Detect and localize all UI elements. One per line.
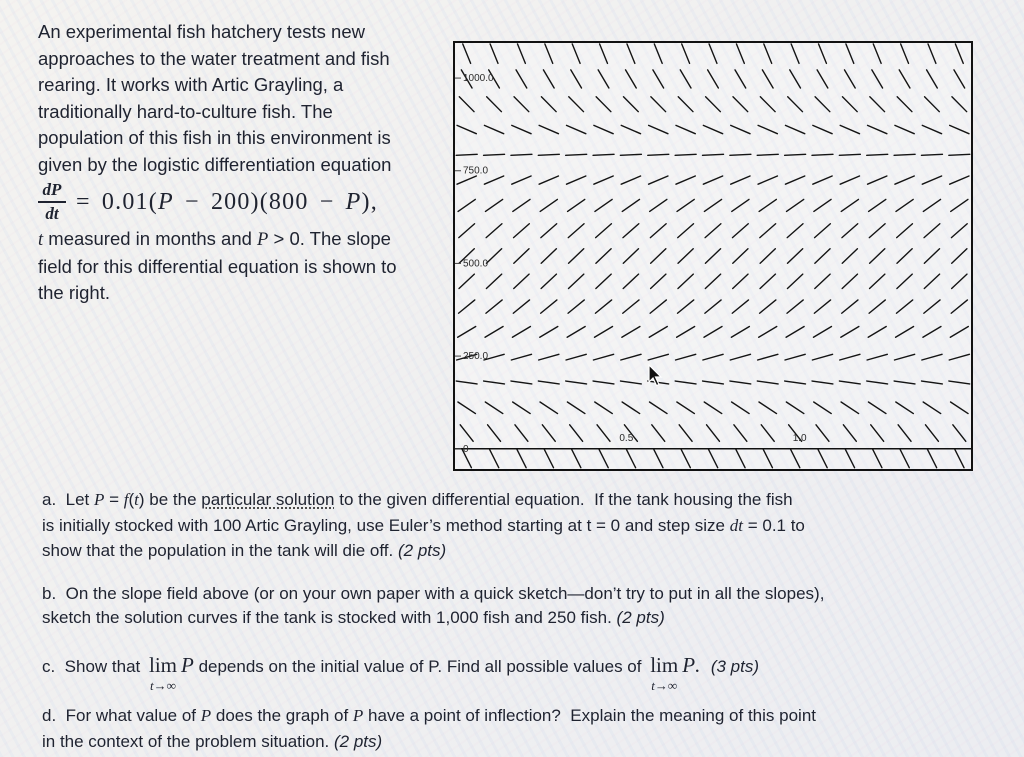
question-a	[42, 487, 805, 564]
question-line	[42, 582, 824, 606]
equation-part: ),	[361, 188, 378, 215]
question-text: is initially stocked with 100 Artic Grayling, use Euler’s method starting at t = 0 and step size	[42, 515, 730, 535]
intro-text: given by the logistic differentiation equation	[38, 153, 392, 175]
question-d	[42, 703, 816, 755]
intro-text: An experimental fish hatchery tests new	[38, 21, 365, 42]
intro-text: rearing. It works with Artic Grayling, a	[38, 74, 344, 95]
variable-p: P	[181, 653, 194, 677]
equation-right-side	[76, 189, 378, 216]
question-line	[42, 513, 805, 539]
limit-subscript: t→∞	[150, 677, 176, 693]
fraction-numerator: dP	[42, 180, 62, 200]
step-size-dt: dt	[729, 515, 743, 535]
y-tick-label: 250.0	[463, 351, 489, 363]
variable-t: t	[134, 490, 139, 509]
limit-text: lim	[650, 653, 679, 677]
slope-segment	[730, 154, 751, 155]
intro-text: traditionally hard-to-culture fish. The	[38, 100, 333, 122]
question-text: depends on the initial value of P. Find all possible values of	[193, 657, 647, 676]
fraction-bar	[38, 201, 66, 203]
question-text: = 0.1 to	[742, 515, 805, 535]
question-text: sketch the solution curves if the tank is stocked with 1,000 fish and 250 fish.	[42, 608, 617, 627]
intro-line	[38, 99, 397, 126]
intro-line	[38, 125, 397, 152]
intro-text: field for this differential equation is shown to	[38, 255, 397, 277]
y-tick-label: 0	[463, 443, 469, 455]
question-b	[42, 582, 824, 630]
slope-segment	[867, 154, 888, 155]
slope-segment	[757, 154, 778, 155]
slope-segment	[593, 154, 614, 155]
slope-segment	[812, 154, 833, 155]
points-label: (2 pts)	[616, 608, 665, 627]
fraction-denominator: dt	[45, 203, 59, 223]
question-text: =	[104, 490, 124, 509]
variable-p: P	[200, 706, 212, 725]
question-text: c. Show that	[42, 657, 145, 676]
y-tick-label: 1000.0	[463, 73, 494, 85]
question-text: does the graph of	[211, 706, 353, 725]
equation-part: = 0.01(	[76, 188, 158, 215]
question-c	[42, 652, 759, 693]
equation-variable: P	[345, 188, 362, 215]
question-text: b. On the slope field above (or on your own paper with a quick sketch—don’t try to put in all the slopes),	[42, 584, 825, 603]
equation-part: − 200)(800 −	[173, 188, 346, 215]
intro-text: approaches to the water treatment and fish	[38, 47, 390, 69]
slope-segment	[894, 154, 915, 155]
question-line	[42, 729, 816, 755]
variable-p: P	[352, 706, 364, 725]
slope-segment	[511, 154, 532, 155]
slope-segment	[921, 154, 942, 155]
slope-segment	[648, 154, 669, 155]
slope-segment	[538, 154, 559, 155]
question-text: .	[695, 653, 711, 677]
points-label: (2 pts)	[397, 541, 447, 560]
slope-field-chart	[453, 41, 973, 471]
question-line	[42, 652, 759, 693]
variable-t: t	[38, 230, 44, 250]
intro-line	[38, 72, 397, 99]
slope-segment	[456, 154, 477, 155]
question-line	[42, 703, 816, 729]
intro-line	[38, 152, 397, 179]
question-line	[42, 487, 805, 513]
intro-line	[38, 19, 397, 46]
variable-p: P	[682, 653, 696, 677]
intro-line	[38, 280, 397, 307]
question-text: ) be the	[138, 490, 202, 509]
underlined-term: particular solution	[201, 490, 335, 509]
slope-segment	[484, 154, 505, 155]
slope-segment	[785, 154, 806, 155]
y-tick-label: 500.0	[463, 258, 489, 270]
x-tick-label: 1.0	[792, 432, 807, 444]
slope-segment	[949, 154, 970, 155]
slope-segment	[839, 154, 860, 155]
derivative-fraction	[38, 181, 66, 223]
problem-intro	[38, 19, 397, 307]
question-text: a. Let	[42, 490, 94, 509]
slope-segment	[620, 154, 641, 155]
intro-text: the right.	[38, 282, 110, 303]
limit-operator	[149, 652, 178, 693]
question-text: show that the population in the tank will die off.	[42, 541, 398, 560]
y-tick-label: 750.0	[463, 165, 489, 177]
limit-subscript: t→∞	[651, 677, 678, 693]
slope-segment	[703, 154, 724, 155]
variable-p: P	[257, 230, 269, 250]
question-line	[42, 606, 824, 630]
limit-text: lim	[149, 653, 178, 677]
question-text: (	[128, 490, 135, 509]
variable-p: P	[93, 490, 105, 509]
x-tick-label: 0.5	[619, 432, 634, 444]
question-text: in the context of the problem situation.	[42, 732, 335, 751]
question-text: to the given differential equation. If the tank housing the fish	[334, 490, 793, 509]
points-label: (3 pts)	[710, 657, 759, 676]
question-text: d. For what value of	[42, 706, 201, 725]
slope-segment	[566, 154, 587, 155]
question-line	[42, 538, 805, 564]
intro-line	[38, 254, 397, 281]
mouse-cursor-icon	[648, 364, 664, 388]
intro-text: > 0. The slope	[268, 228, 391, 249]
differential-equation	[38, 178, 397, 226]
intro-text: measured in months and	[43, 228, 258, 249]
intro-text: population of this fish in this environment is	[38, 127, 391, 148]
limit-operator	[650, 652, 679, 693]
slope-segment	[675, 154, 696, 155]
intro-line	[38, 226, 397, 254]
function-f: f	[123, 490, 129, 509]
equation-variable: P	[157, 188, 174, 215]
question-text: have a point of inflection? Explain the meaning of this point	[363, 706, 816, 725]
points-label: (2 pts)	[334, 732, 383, 751]
intro-line	[38, 46, 397, 73]
